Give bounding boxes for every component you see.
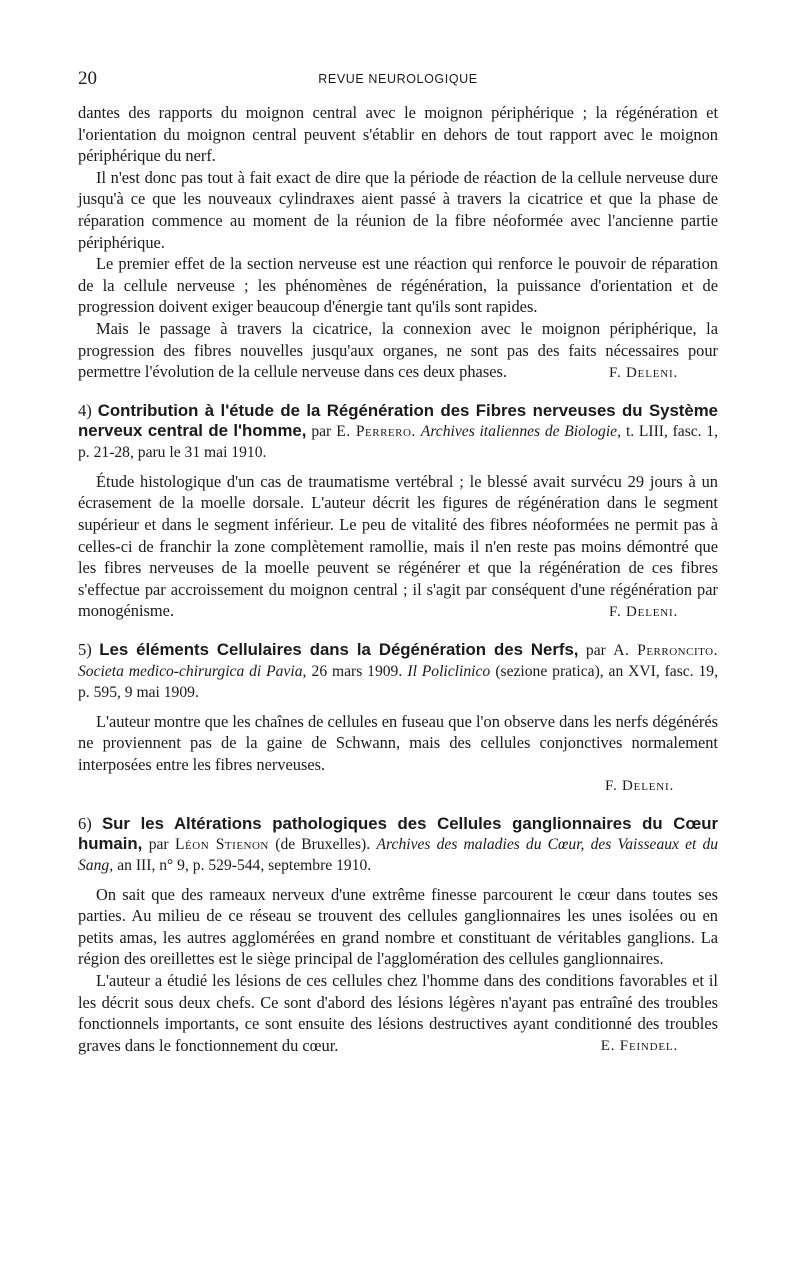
paragraph: On sait que des rameaux nerveux d'une extrême finesse parcourent le cœur dans toutes ses parties. Au milieu de ce réseau se trouvent des cellules ganglionnaires les unes isolées ou en petits amas, les autres agglomérées en grand nombre et constituant de véritables ganglions. La région des oreillettes est le siège principal de l'agglomération des cellules ganglionnaires. (78, 884, 718, 969)
article-number: 5) (78, 639, 92, 659)
paragraph: L'auteur a étudié les lésions de ces cellules chez l'homme dans des conditions favorables et il les décrit sous deux chefs. Ce sont d'abord des lésions légères n'ayant pas entraîné des troubles fonctionnels importants, ce sont ensuite des lésions destructives ayant conditionné des troubles graves dans le fonctionnement du cœur. (78, 971, 718, 1055)
article-number: 6) (78, 813, 92, 833)
article-title: Les éléments Cellulaires dans la Dégénération des Nerfs, (99, 639, 579, 659)
article-title: Sur les Altérations pathologiques des Cellules ganglionnaires du Cœur humain, (78, 813, 718, 853)
journal-title: REVUE NEUROLOGIQUE (318, 72, 478, 86)
paragraph: L'auteur montre que les chaînes de cellules en fuseau que l'on observe dans les nerfs dégénérés ne proviennent pas de la gaine de Schwann, mais des cellules conjonctives normalement interposées entre les fibres nerveuses. (78, 711, 718, 775)
article-5 (78, 640, 718, 796)
paragraph: Il n'est donc pas tout à fait exact de dire que la période de réaction de la cellule nerveuse dure jusqu'à ce que les nouveaux cylindraxes aient passé à travers la cicatrice et que la phase de réparation commence au moment de la réunion de la fibre néoformée avec l'ancienne partie périphérique. (78, 167, 718, 252)
page-number: 20 (78, 68, 97, 89)
signature: E. Feindel. (600, 1038, 678, 1055)
paragraph: Mais le passage à travers la cicatrice, la connexion avec le moignon périphérique, la progression des fibres nouvelles jusqu'aux organes, ne sont pas des faits nécessaires pour permettre l'évolution de la cellule nerveuse dans ces deux phases. (78, 318, 718, 382)
article-author: Léon Stienon (175, 835, 269, 853)
article-heading: 5) Les éléments Cellulaires dans la Dégénération des Nerfs, par A. Perroncito. Societa medico-chirurgica di Pavia, 26 mars 1909. Il Policlinico (sezione pratica), an XVI, fasc. 19, p. 595, 9 mai 1909. (78, 639, 718, 701)
article-6 (78, 814, 718, 1057)
running-header (78, 68, 718, 90)
signature: F. Deleni. (609, 603, 678, 620)
article-journal: Societa medico-chirurgica di Pavia, (78, 662, 307, 680)
article-4 (78, 401, 718, 622)
article-author: A. Perroncito. (613, 641, 718, 659)
article-details-2: (sezione pratica), an XVI, fasc. 19, p. 595, 9 mai 1909. (78, 662, 718, 701)
article-number: 4) (78, 400, 92, 420)
article-journal: Archives italiennes de Biologie, (420, 422, 621, 440)
article-details: an III, n° 9, p. 529-544, septembre 1910. (117, 856, 372, 874)
article-journal-2: Il Policlinico (407, 662, 491, 680)
paragraph: dantes des rapports du moignon central avec le moignon périphérique ; la régénération et l'orientation du moignon central peuvent s'établir en dehors de tout rapport avec le moignon périphérique du nerf. (78, 103, 718, 166)
article-details: 26 mars 1909. (311, 662, 403, 680)
article-journal: Archives des maladies du Cœur, des Vaisseaux et du Sang, (78, 835, 719, 874)
intro-section (78, 102, 718, 383)
page (78, 68, 718, 1056)
article-details: t. LIII, fasc. 1, p. 21-28, paru le 31 mai 1910. (78, 422, 718, 461)
signature: F. Deleni. (605, 777, 674, 794)
paragraph: Étude histologique d'un cas de traumatisme vertébral ; le blessé avait survécu 29 jours à un écrasement de la moelle dorsale. L'auteur décrit les figures de régénération dans le segment supérieur et dans le segment inférieur. Le peu de vitalité des fibres néoformées ne permit pas à celles-ci de franchir la zone complètement ramollie, mais il n'en reste pas moins démontré que les fibres nerveuses de la moelle peuvent se régénérer et que la régénération de ces fibres s'effectue par accroissement du moignon central ; il s'agit par conséquent d'une régénération par monogénisme. (78, 471, 718, 621)
paragraph: Le premier effet de la section nerveuse est une réaction qui renforce le pouvoir de réparation de la cellule nerveuse ; les phénomènes de régénération, la puissance d'orientation et de progression doivent exiger beaucoup d'énergie tant qu'ils sont rapides. (78, 254, 718, 317)
article-heading: 6) Sur les Altérations pathologiques des Cellules ganglionnaires du Cœur humain, par Léon Stienon (de Bruxelles). Archives des maladies du Cœur, des Vaisseaux et du Sang, an III, n° 9, p. 529-544, septembre 1910. (78, 813, 719, 874)
article-title: Contribution à l'étude de la Régénération des Fibres nerveuses du Système nerveux central de l'homme, (78, 400, 718, 440)
article-author: E. Perrero. (336, 422, 416, 440)
article-affiliation: (de Bruxelles). (275, 835, 371, 853)
signature: F. Deleni. (609, 364, 678, 381)
article-heading: 4) Contribution à l'étude de la Régénération des Fibres nerveuses du Système nerveux central de l'homme, par E. Perrero. Archives italiennes de Biologie, t. LIII, fasc. 1, p. 21-28, paru le 31 mai 1910. (78, 400, 718, 461)
